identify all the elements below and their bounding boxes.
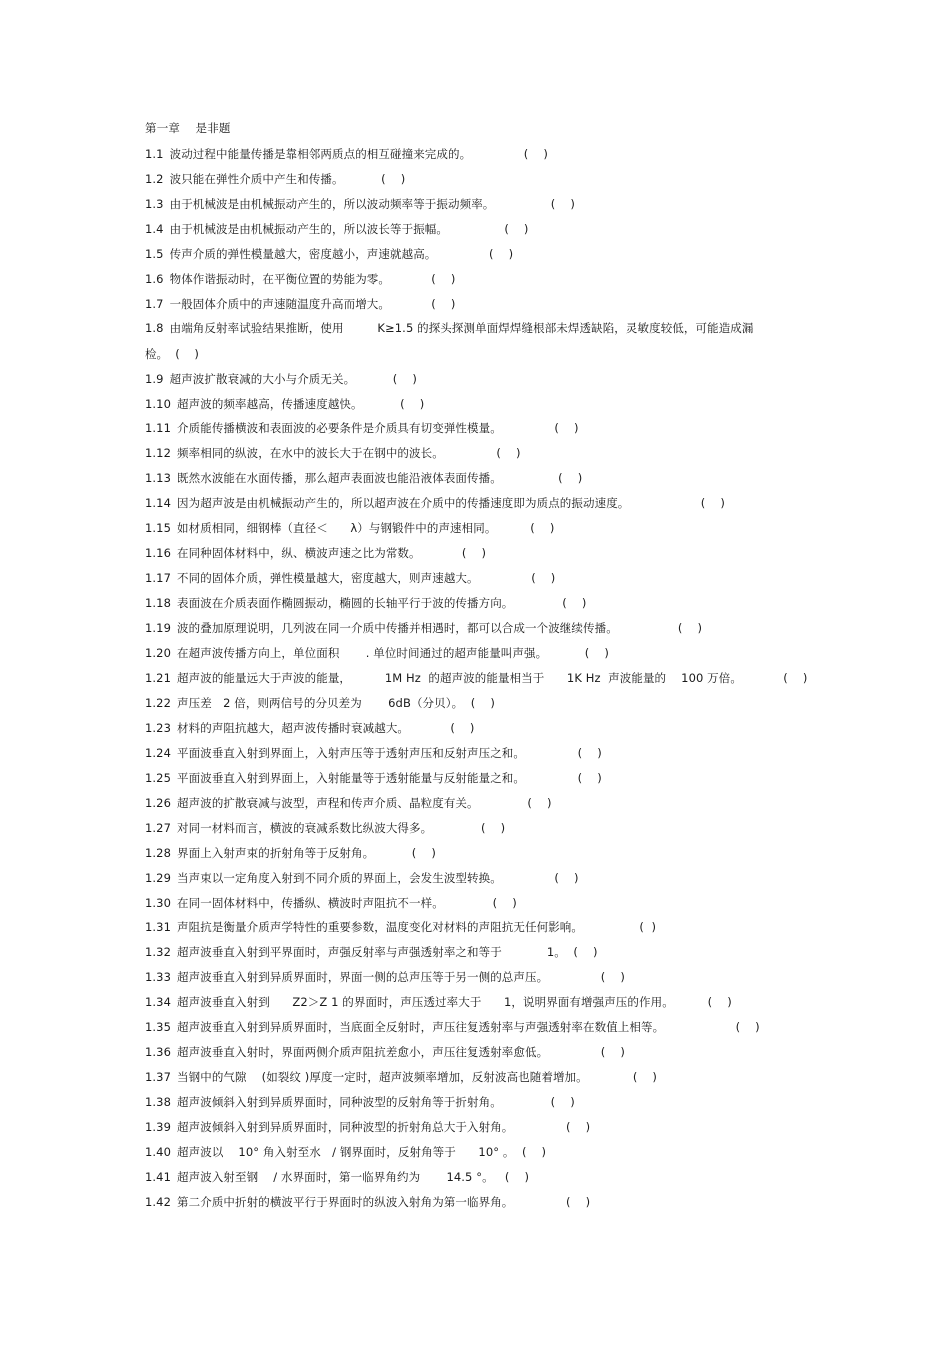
question-text: 传声介质的弹性模量越大，密度越小，声速就越高。 ( ) xyxy=(169,247,514,261)
question-text: 超声波的频率越高，传播速度越快。 ( ) xyxy=(177,397,425,411)
question-item xyxy=(145,721,475,735)
question-item xyxy=(145,496,725,510)
question-number: 1.22 xyxy=(145,696,172,710)
question-item xyxy=(145,1120,590,1134)
question-number: 1.33 xyxy=(145,970,172,984)
question-text: 超声波的扩散衰减与波型，声程和传声介质、晶粒度有关。 ( ) xyxy=(177,796,552,810)
question-item xyxy=(145,1045,625,1059)
question-text: 超声波倾斜入射到异质界面时，同种波型的反射角等于折射角。 ( ) xyxy=(177,1095,575,1109)
question-number: 1.28 xyxy=(145,846,172,860)
question-text: 物体作谐振动时，在平衡位置的势能为零。 ( ) xyxy=(169,272,456,286)
question-text: 超声波以 10° 角入射至水 / 钢界面时，反射角等于 10° 。 ( ) xyxy=(177,1145,547,1159)
question-text: 对同一材料而言，横波的衰减系数比纵波大得多。 ( ) xyxy=(177,821,506,835)
question-number: 1.30 xyxy=(145,896,172,910)
question-text: 声压差 2 倍，则两信号的分贝差为 6dB（分贝）。 ( ) xyxy=(177,696,495,710)
question-item xyxy=(145,871,579,885)
question-text: 波只能在弹性介质中产生和传播。 ( ) xyxy=(169,172,406,186)
question-number: 1.29 xyxy=(145,871,172,885)
question-text: 平面波垂直入射到界面上，入射能量等于透射能量与反射能量之和。 ( ) xyxy=(177,771,602,785)
question-number: 1.10 xyxy=(145,397,172,411)
question-text: 在超声波传播方向上，单位面积 . 单位时间通过的超声能量叫声强。 ( ) xyxy=(177,646,609,660)
question-number: 1.6 xyxy=(145,272,164,286)
question-item xyxy=(145,596,586,610)
question-text: 在同一固体材料中，传播纵、横波时声阻抗不一样。 ( ) xyxy=(177,896,517,910)
question-item xyxy=(145,297,456,311)
question-number: 1.1 xyxy=(145,147,164,161)
question-text: 因为超声波是由机械振动产生的，所以超声波在介质中的传播速度即为质点的振动速度。 ( ) xyxy=(177,496,725,510)
question-number: 1.37 xyxy=(145,1070,172,1084)
question-item xyxy=(145,147,548,161)
question-number: 1.23 xyxy=(145,721,172,735)
question-item xyxy=(145,771,602,785)
question-number: 1.31 xyxy=(145,920,172,934)
question-number: 1.8 xyxy=(145,321,164,335)
question-text: 波动过程中能量传播是靠相邻两质点的相互碰撞来完成的。 ( ) xyxy=(169,147,548,161)
question-number: 1.24 xyxy=(145,746,172,760)
question-text: 超声波扩散衰减的大小与介质无关。 ( ) xyxy=(169,372,417,386)
question-number: 1.18 xyxy=(145,596,172,610)
question-text: 当钢中的气隙 (如裂纹 )厚度一定时，超声波频率增加，反射波高也随着增加。 ( ) xyxy=(177,1070,658,1084)
question-text: 声阻抗是衡量介质声学特性的重要参数，温度变化对材料的声阻抗无任何影响。 ( ) xyxy=(177,920,657,934)
question-number: 1.26 xyxy=(145,796,172,810)
question-item xyxy=(145,247,513,261)
question-text: 超声波垂直入射到平界面时，声强反射率与声强透射率之和等于 1。 ( ) xyxy=(177,945,598,959)
question-number: 1.4 xyxy=(145,222,164,236)
question-number: 1.2 xyxy=(145,172,164,186)
question-number: 1.9 xyxy=(145,372,164,386)
question-text: 第二介质中折射的横波平行于界面时的纵波入射角为第一临界角。 ( ) xyxy=(177,1195,591,1209)
question-number: 1.16 xyxy=(145,546,172,560)
question-item xyxy=(145,995,732,1009)
question-item xyxy=(145,321,754,335)
question-item xyxy=(145,222,529,236)
question-number: 1.41 xyxy=(145,1170,172,1184)
question-text: 频率相同的纵波，在水中的波长大于在钢中的波长。 ( ) xyxy=(177,446,521,460)
question-number: 1.21 xyxy=(145,671,172,685)
question-text: 超声波垂直入射到 Z2＞Z 1 的界面时，声压透过率大于 1，说明界面有增强声压的作用。 ( ) xyxy=(177,995,732,1009)
question-item xyxy=(145,397,424,411)
question-item xyxy=(145,821,505,835)
question-item xyxy=(145,970,625,984)
question-number: 1.42 xyxy=(145,1195,172,1209)
question-item xyxy=(145,796,552,810)
question-text: 不同的固体介质，弹性模量越大，密度越大，则声速越大。 ( ) xyxy=(177,571,556,585)
question-text: 材料的声阻抗越大，超声波传播时衰减越大。 ( ) xyxy=(177,721,475,735)
question-text: 表面波在介质表面作椭圆振动，椭圆的长轴平行于波的传播方向。 ( ) xyxy=(177,596,587,610)
question-item xyxy=(145,1170,529,1184)
question-item xyxy=(145,446,521,460)
question-item xyxy=(145,197,575,211)
question-item xyxy=(145,521,554,535)
question-text: 超声波倾斜入射到异质界面时，同种波型的折射角总大于入射角。 ( ) xyxy=(177,1120,591,1134)
question-text: 超声波垂直入射时，界面两侧介质声阻抗差愈小，声压往复透射率愈低。 ( ) xyxy=(177,1045,625,1059)
question-text: 超声波垂直入射到异质界面时，当底面全反射时，声压往复透射率与声强透射率在数值上相等。 ( ) xyxy=(177,1020,760,1034)
question-number: 1.32 xyxy=(145,945,172,959)
question-number: 1.13 xyxy=(145,471,172,485)
question-text: 如材质相同，细钢棒（直径＜ λ）与钢锻件中的声速相同。 ( ) xyxy=(177,521,555,535)
question-number: 1.20 xyxy=(145,646,172,660)
question-text: 由于机械波是由机械振动产生的，所以波动频率等于振动频率。 ( ) xyxy=(169,197,575,211)
question-number: 1.27 xyxy=(145,821,172,835)
question-item xyxy=(145,846,436,860)
question-text: 由端角反射率试验结果推断，使用 K≥1.5 的探头探测单面焊焊缝根部未焊透缺陷，灵敏度较低，可能造成漏 xyxy=(169,321,754,335)
question-number: 1.3 xyxy=(145,197,164,211)
question-number: 1.38 xyxy=(145,1095,172,1109)
question-number: 1.36 xyxy=(145,1045,172,1059)
question-item xyxy=(145,546,486,560)
question-text: 超声波入射至钢 / 水界面时，第一临界角约为 14.5 °。 ( ) xyxy=(177,1170,530,1184)
question-number: 1.39 xyxy=(145,1120,172,1134)
question-number: 1.17 xyxy=(145,571,172,585)
question-item xyxy=(145,272,456,286)
question-text: 一般固体介质中的声速随温度升高而增大。 ( ) xyxy=(169,297,456,311)
question-text: 既然水波能在水面传播，那么超声表面波也能沿液体表面传播。 ( ) xyxy=(177,471,583,485)
question-number: 1.5 xyxy=(145,247,164,261)
question-item xyxy=(145,1070,657,1084)
chapter-heading: 第一章 是非题 xyxy=(145,121,231,135)
question-text: 超声波垂直入射到异质界面时，界面一侧的总声压等于另一侧的总声压。 ( ) xyxy=(177,970,625,984)
question-number: 1.40 xyxy=(145,1145,172,1159)
question-item xyxy=(145,471,582,485)
question-number: 1.15 xyxy=(145,521,172,535)
question-item xyxy=(145,571,555,585)
question-item xyxy=(145,696,495,710)
question-item xyxy=(145,172,405,186)
question-item xyxy=(145,896,517,910)
question-number: 1.11 xyxy=(145,421,172,435)
question-item xyxy=(145,920,656,934)
question-text: 超声波的能量远大于声波的能量， 1M Hz 的超声波的能量相当于 1K Hz 声波能量的 100 万倍。 ( ) xyxy=(177,671,808,685)
question-item xyxy=(145,1195,590,1209)
question-number: 1.12 xyxy=(145,446,172,460)
question-item xyxy=(145,671,807,685)
question-text: 界面上入射声束的折射角等于反射角。 ( ) xyxy=(177,846,436,860)
question-text: 介质能传播横波和表面波的必要条件是介质具有切变弹性模量。 ( ) xyxy=(177,421,579,435)
question-item xyxy=(145,1020,760,1034)
question-number: 1.14 xyxy=(145,496,172,510)
question-number: 1.7 xyxy=(145,297,164,311)
question-text: 平面波垂直入射到界面上，入射声压等于透射声压和反射声压之和。 ( ) xyxy=(177,746,602,760)
question-item xyxy=(145,621,702,635)
question-item xyxy=(145,372,417,386)
question-item xyxy=(145,945,598,959)
question-item xyxy=(145,1095,575,1109)
question-text: 由于机械波是由机械振动产生的，所以波长等于振幅。 ( ) xyxy=(169,222,529,236)
question-number: 1.25 xyxy=(145,771,172,785)
question-text: 波的叠加原理说明，几列波在同一介质中传播并相遇时，都可以合成一个波继续传播。 ( ) xyxy=(177,621,703,635)
question-item xyxy=(145,421,579,435)
question-number: 1.35 xyxy=(145,1020,172,1034)
question-text: 在同种固体材料中，纵、横波声速之比为常数。 ( ) xyxy=(177,546,487,560)
question-text: 当声束以一定角度入射到不同介质的界面上，会发生波型转换。 ( ) xyxy=(177,871,579,885)
question-item xyxy=(145,646,609,660)
question-item xyxy=(145,1145,546,1159)
question-1-8-continuation: 检。 ( ) xyxy=(145,347,199,361)
question-number: 1.19 xyxy=(145,621,172,635)
question-number: 1.34 xyxy=(145,995,172,1009)
question-item xyxy=(145,746,602,760)
